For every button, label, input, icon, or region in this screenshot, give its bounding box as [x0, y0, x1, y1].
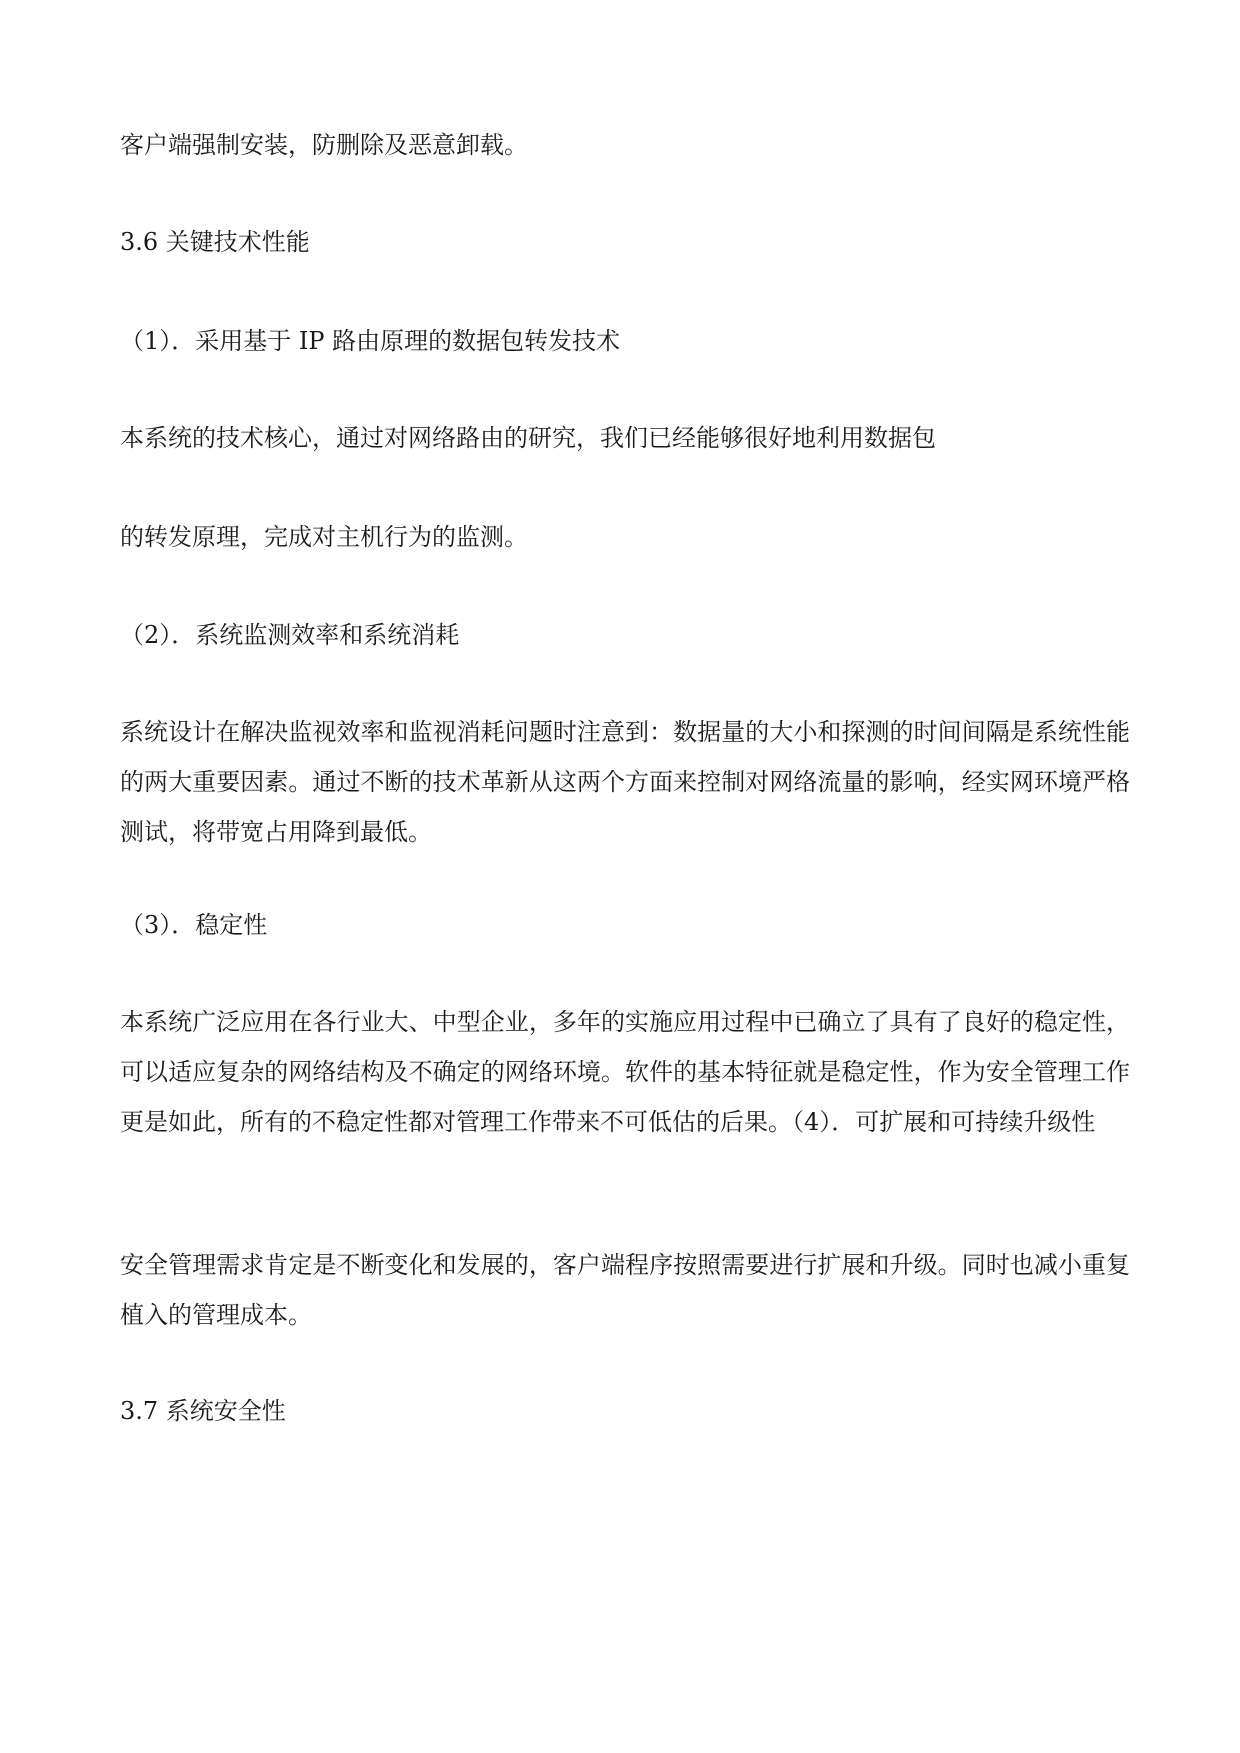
section-heading-3-6: 3.6 关键技术性能 — [120, 228, 310, 256]
subheading-3: （3）．稳定性 — [120, 911, 268, 939]
subheading-2: （2）．系统监测效率和系统消耗 — [120, 621, 460, 649]
paragraph-client-install: 客户端强制安装，防删除及恶意卸载。 — [120, 131, 528, 159]
paragraph-extensibility: 安全管理需求肯定是不断变化和发展的，客户端程序按照需要进行扩展和升级。同时也减小重复植入的管理成本。 — [120, 1251, 1130, 1329]
paragraph-stability: 本系统广泛应用在各行业大、中型企业，多年的实施应用过程中已确立了具有了良好的稳定性，可以适应复杂的网络结构及不确定的网络环境。软件的基本特征就是稳定性，作为安全管理工作更是如此，所有的不稳定性都对管理工作带来不可低估的后果。（4）．可扩展和可持续升级性 — [120, 1008, 1130, 1136]
section-heading-3-7: 3.7 系统安全性 — [120, 1397, 286, 1425]
paragraph-tech-core-line1: 本系统的技术核心，通过对网络路由的研究，我们已经能够很好地利用数据包 — [120, 424, 936, 452]
paragraph-efficiency: 系统设计在解决监视效率和监视消耗问题时注意到：数据量的大小和探测的时间间隔是系统性能的两大重要因素。通过不断的技术革新从这两个方面来控制对网络流量的影响，经实网环境严格测试，将带宽占用降到最低。 — [120, 718, 1130, 846]
subheading-1: （1）．采用基于 IP 路由原理的数据包转发技术 — [120, 327, 621, 355]
paragraph-tech-core-line2: 的转发原理，完成对主机行为的监测。 — [120, 523, 528, 551]
